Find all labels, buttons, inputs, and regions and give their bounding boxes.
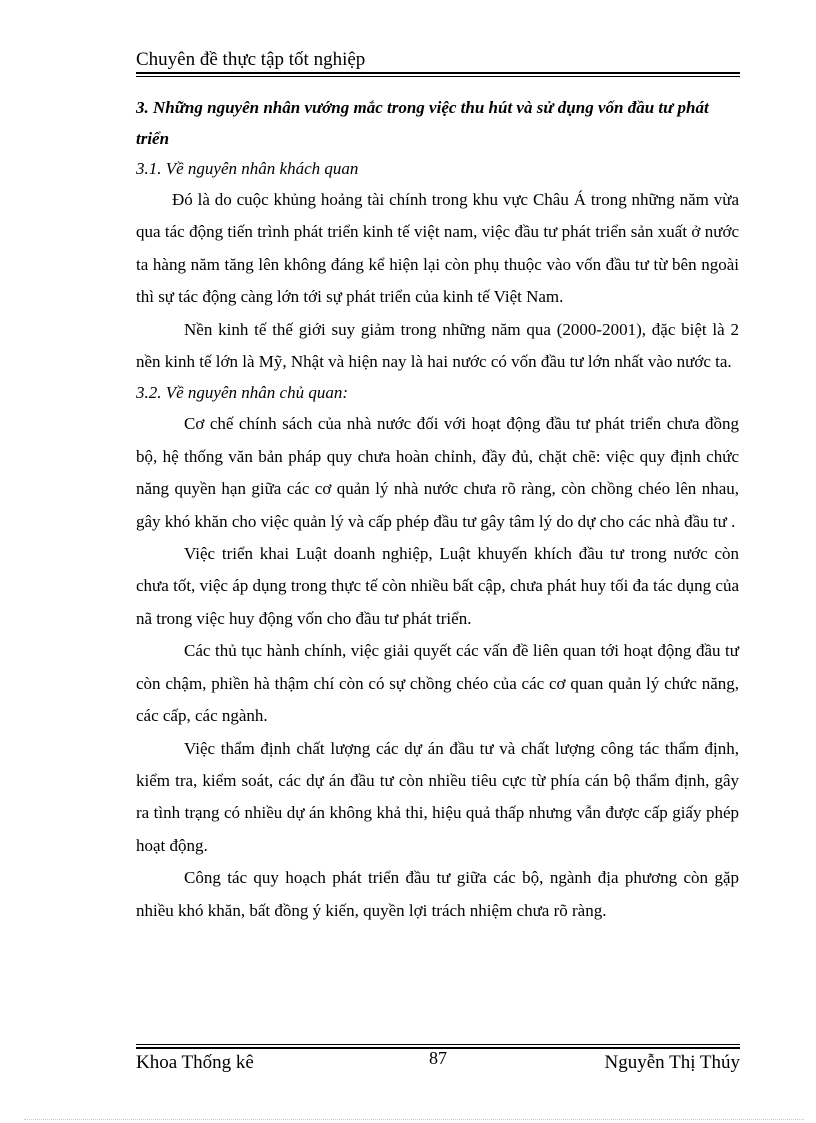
paragraph: Công tác quy hoạch phát triển đầu tư giữa các bộ, ngành địa phương còn gặp nhiều khó khăn, bất đồng ý kiến, quyền lợi trách nhiệm chưa rõ ràng.: [136, 868, 739, 920]
subsection-heading-objective: 3.1. Về nguyên nhân khách quan: [136, 159, 359, 178]
footer-rule-thin: [136, 1044, 740, 1045]
paragraph: Việc thẩm định chất lượng các dự án đầu tư và chất lượng công tác thẩm định, kiểm tra, kiểm soát, các dự án đầu tư còn nhiều tiêu cực từ phía cán bộ thẩm định, gây ra tình trạng có nhiều dự án không khả thi, hiệu quả thấp nhưng vẫn được cấp giấy phép hoạt động.: [136, 738, 739, 855]
header-title: Chuyên đề thực tập tốt nghiệp: [136, 49, 366, 70]
page-number: 87: [429, 1048, 447, 1068]
page-footer: [136, 1048, 740, 1078]
footer-department: Khoa Thống kê: [136, 1052, 254, 1073]
header-rule-thin: [136, 76, 740, 77]
header-rule-thick: [136, 72, 740, 74]
footer-author: Nguyễn Thị Thúy: [604, 1052, 740, 1073]
document-body: [136, 92, 739, 927]
paragraph: Các thủ tục hành chính, việc giải quyết các vấn đề liên quan tới hoạt động đầu tư còn chậm, phiền hà thậm chí còn có sự chồng chéo của các cơ quan quản lý chức năng, các cấp, các ngành.: [136, 641, 739, 726]
paragraph: Việc triển khai Luật doanh nghiệp, Luật khuyến khích đầu tư trong nước còn chưa tốt, việc áp dụng trong thực tế còn nhiều bất cập, chưa phát huy tối đa tác dụng của nã trong việc huy động vốn cho đầu tư phát triển.: [136, 544, 739, 628]
section-heading: 3. Những nguyên nhân vướng mắc trong việc thu hút và sử dụng vốn đầu tư phát triển: [136, 98, 709, 148]
paragraph: Đó là do cuộc khủng hoảng tài chính trong khu vực Châu Á trong những năm vừa qua tác động tiến trình phát triển kinh tế việt nam, việc đầu tư phát triển sản xuất ở nước ta hàng năm tăng lên không đáng kể hiện lại còn phụ thuộc vào vốn đầu tư từ bên ngoài thì sự tác động càng lớn tới sự phát triển của kinh tế Việt Nam.: [136, 190, 739, 307]
page-header: [136, 48, 740, 72]
subsection-heading-subjective: 3.2. Về nguyên nhân chủ quan:: [136, 383, 348, 403]
page-edge-divider: [24, 1119, 804, 1120]
paragraph: Nền kinh tế thế giới suy giảm trong những năm qua (2000-2001), đặc biệt là 2 nền kinh tế lớn là Mỹ, Nhật và hiện nay là hai nước có vốn đầu tư lớn nhất vào nước ta.: [136, 319, 739, 372]
paragraph: Cơ chế chính sách của nhà nước đối với hoạt động đầu tư phát triển chưa đồng bộ, hệ thống văn bản pháp quy chưa hoàn chỉnh, đầy đủ, chặt chẽ: việc quy định chức năng quyền hạn giữa các cơ quản lý nhà nước chưa rõ ràng, còn chồng chéo lên nhau, gây khó khăn cho việc quản lý và cấp phép đầu tư gây tâm lý do dự cho các nhà đầu tư .: [136, 414, 739, 531]
